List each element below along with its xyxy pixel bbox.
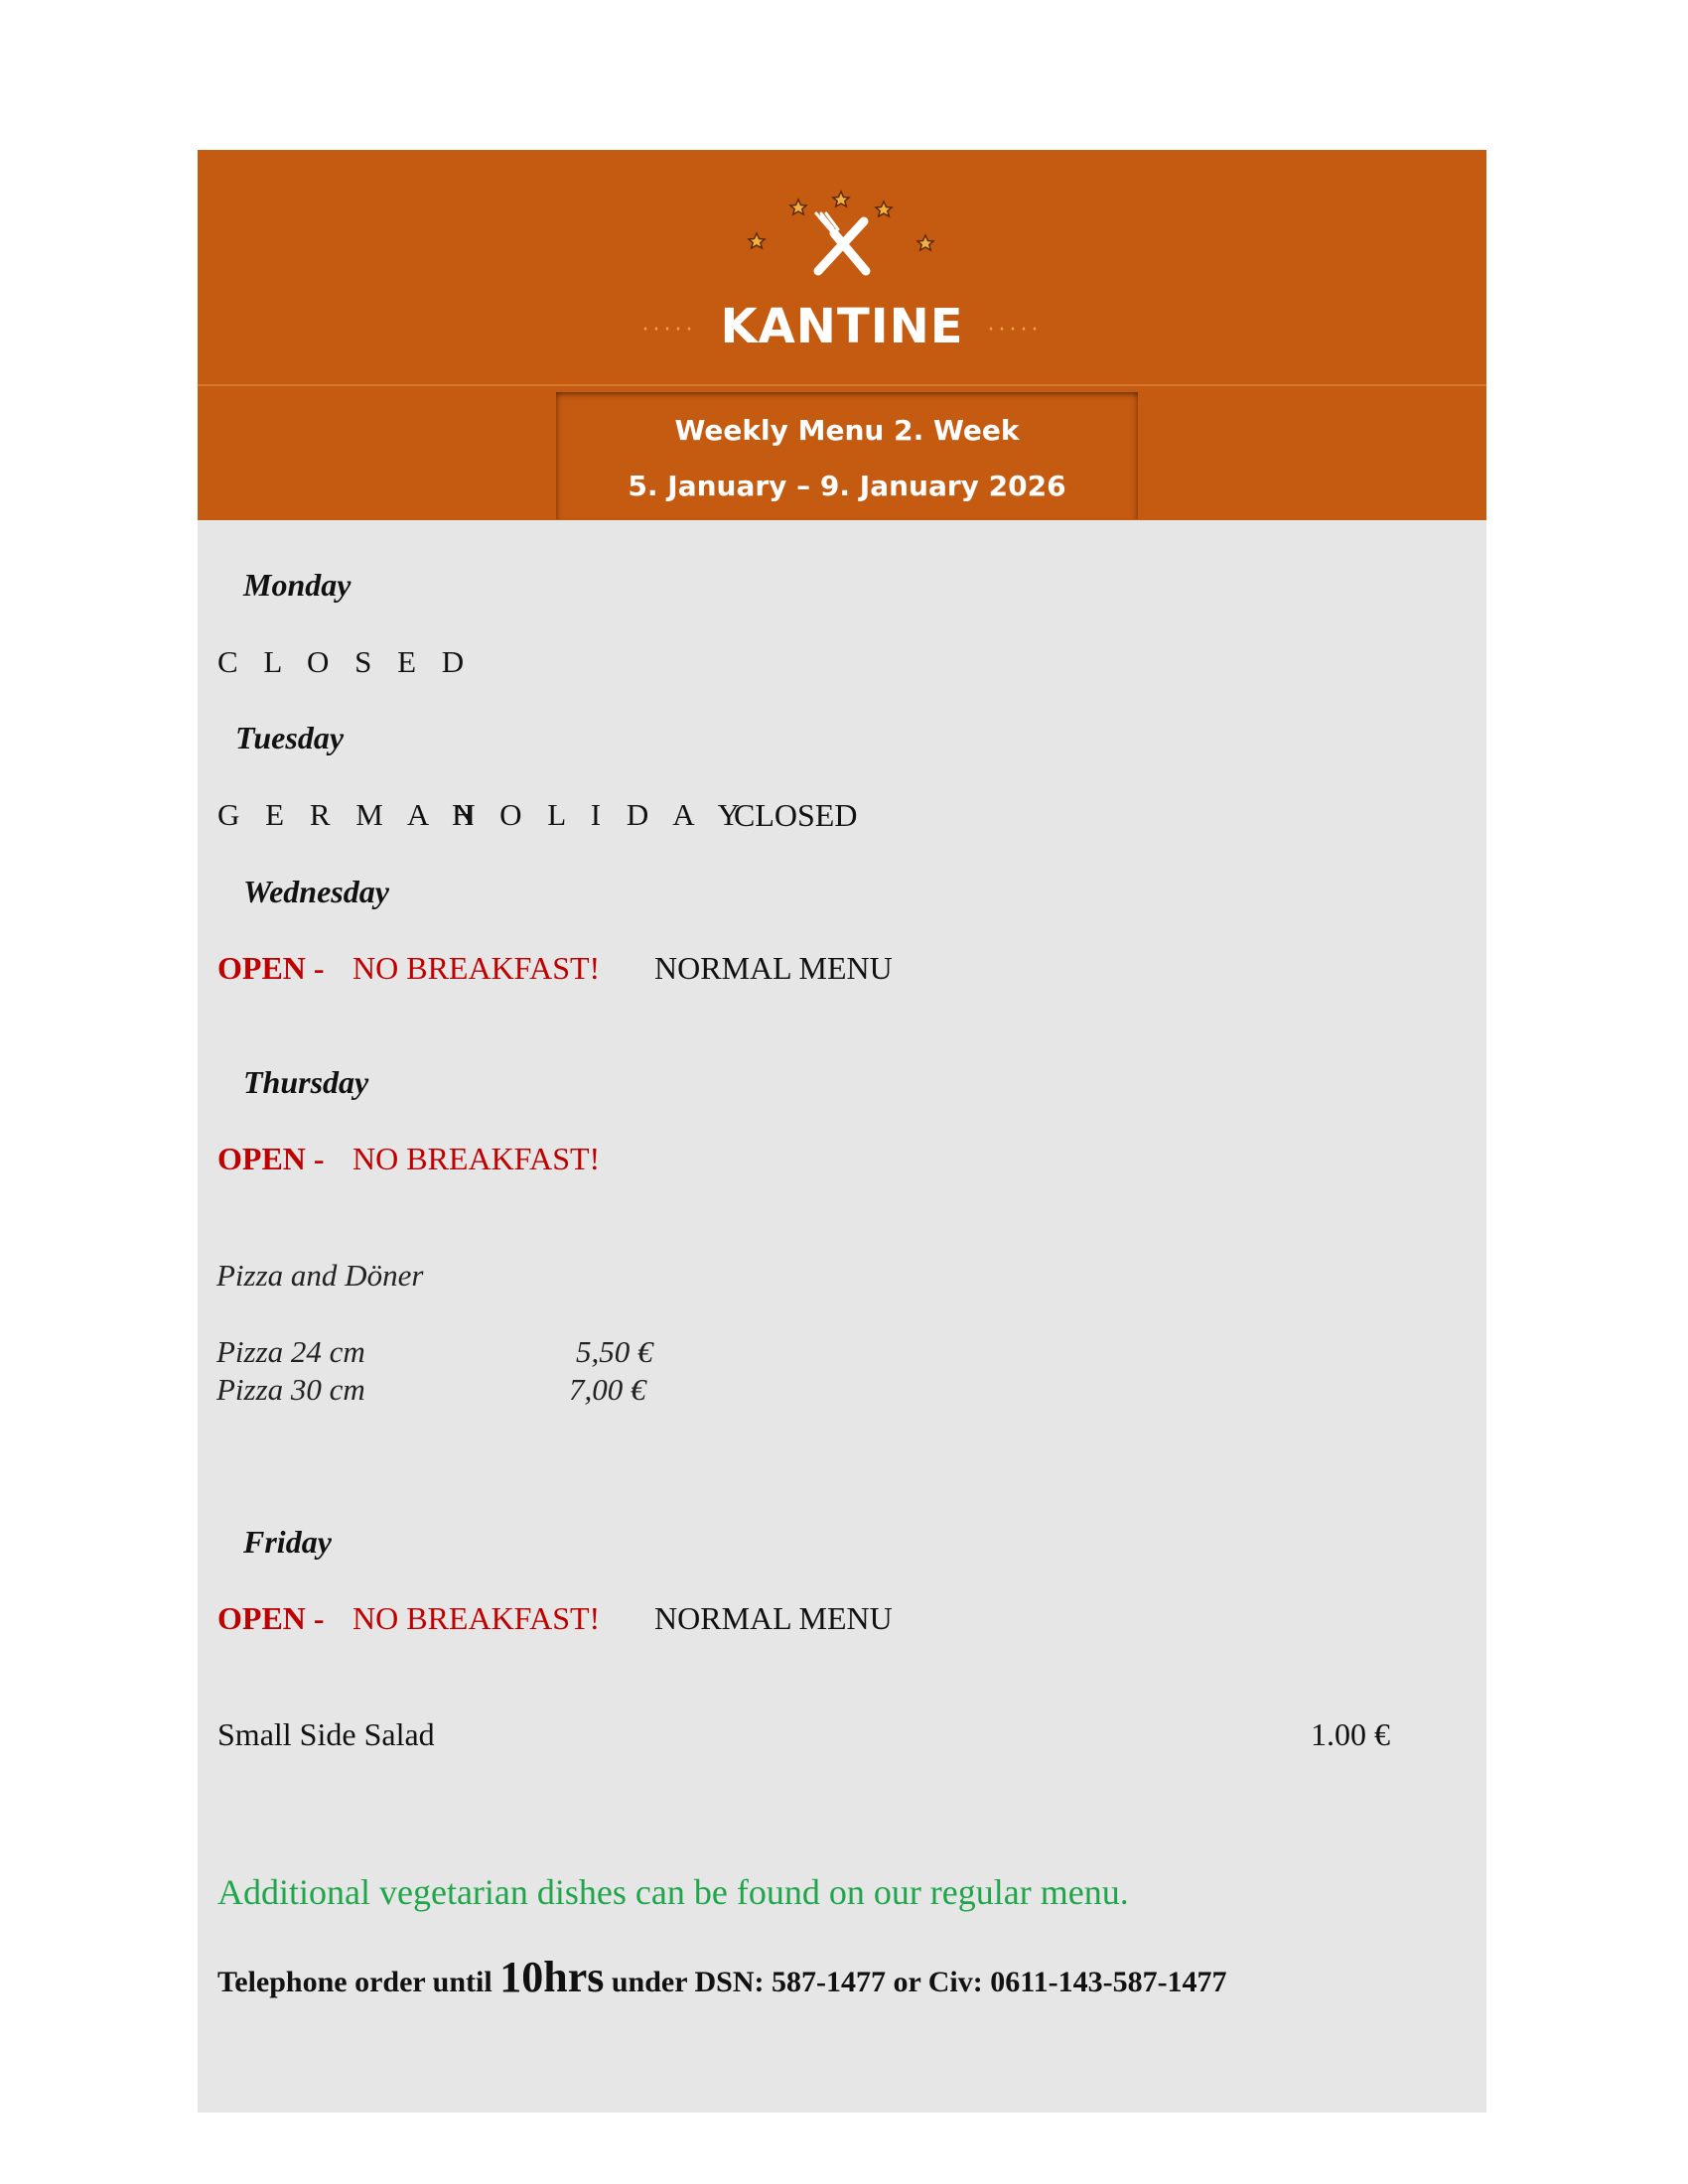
day-monday: Monday [243, 567, 352, 603]
day-thursday: Thursday [243, 1064, 369, 1100]
friday-item-price: 1.00 € [1311, 1716, 1390, 1752]
week-dates: 5. January – 9. January 2026 [628, 470, 1066, 502]
thursday-notice: NO BREAKFAST! [352, 1141, 601, 1176]
phone-suffix: under DSN: 587-1477 or Civ: 0611-143-587-1477 [611, 1966, 1227, 1998]
friday-open: OPEN - [217, 1600, 325, 1636]
thursday-open: OPEN - [217, 1141, 325, 1176]
menu-item-name: Pizza 30 cm [216, 1372, 365, 1407]
friday-item-name: Small Side Salad [217, 1716, 435, 1752]
menu-item-price: 7,00 € [569, 1372, 646, 1407]
menu-item-name: Pizza 24 cm [216, 1334, 365, 1369]
fork-knife-stars-icon [743, 184, 941, 283]
day-wednesday: Wednesday [243, 874, 389, 909]
wednesday-menu: NORMAL MENU [654, 950, 893, 986]
header-banner [198, 150, 1486, 520]
week-info-box [556, 392, 1138, 519]
day-tuesday: Tuesday [235, 720, 345, 755]
friday-menu: NORMAL MENU [654, 1600, 893, 1636]
brand-dots-left: ····· [641, 317, 697, 342]
day-friday: Friday [243, 1524, 332, 1560]
tuesday-status: CLOSED [734, 797, 858, 833]
menu-panel [198, 150, 1486, 2113]
thursday-special-title: Pizza and Döner [216, 1258, 424, 1293]
header-divider [198, 384, 1486, 386]
friday-notice: NO BREAKFAST! [352, 1600, 601, 1636]
vegetarian-note: Additional vegetarian dishes can be found on our regular menu. [217, 1872, 1129, 1912]
phone-order-line [217, 1952, 1227, 2002]
wednesday-open: OPEN - [217, 950, 325, 986]
brand-name: KANTINE [720, 299, 964, 354]
monday-status: C L O S E D [217, 644, 474, 679]
phone-time: 10hrs [499, 1953, 605, 2001]
phone-prefix: Telephone order until [217, 1966, 492, 1998]
week-title: Weekly Menu 2. Week [674, 414, 1020, 447]
brand-title [198, 299, 1486, 354]
wednesday-notice: NO BREAKFAST! [352, 950, 601, 986]
menu-item-price: 5,50 € [576, 1334, 653, 1369]
brand-dots-right: ····· [987, 317, 1043, 342]
tuesday-word-holiday: H O L I D A Y [452, 797, 749, 832]
tuesday-word-german: G E R M A N [217, 797, 485, 832]
